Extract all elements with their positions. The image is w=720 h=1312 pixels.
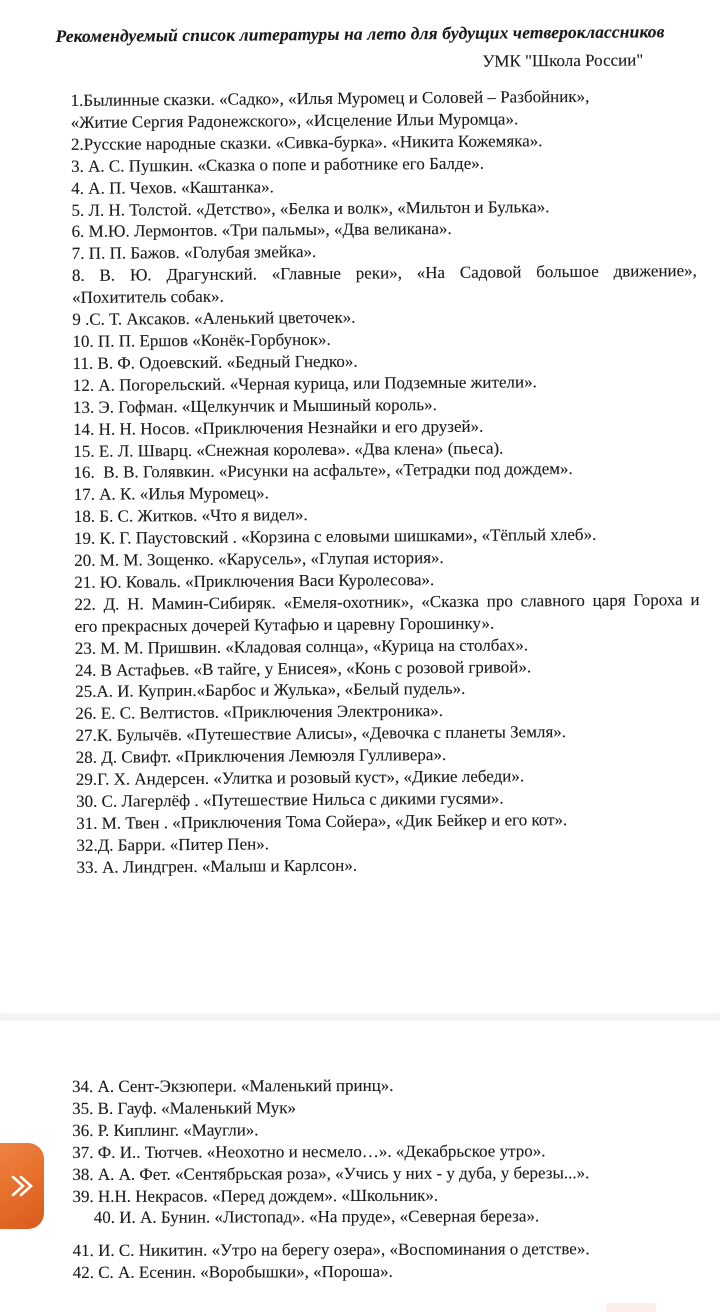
list-item: 3. А. С. Пушкин. «Сказка о попе и работнике его Балде». xyxy=(70,153,485,176)
list-item: 7. П. П. Бажов. «Голубая змейка». xyxy=(71,242,317,264)
list-item: 18. Б. С. Житков. «Что я видел». xyxy=(73,505,308,527)
document-subtitle: УМК "Школа России" xyxy=(482,50,644,71)
list-item: 20. М. М. Зощенко. «Карусель», «Глупая история». xyxy=(74,548,444,570)
reading-list-items-1-33 xyxy=(70,85,701,879)
list-item: 37. Ф. И.. Тютчев. «Неохотно и несмело…». «Декабрьское утро». xyxy=(72,1141,546,1162)
list-item: 29.Г. Х. Андерсен. «Улитка и розовый куст», «Дикие лебеди». xyxy=(75,766,525,789)
list-item: 14. Н. Н. Носов. «Приключения Незнайки и его друзей». xyxy=(73,416,484,439)
list-item: 24. В Астафьев. «В тайге, у Енисея», «Конь с розовой гривой». xyxy=(74,656,532,680)
list-item: 32.Д. Барри. «Питер Пен». xyxy=(76,834,270,855)
list-item: его прекрасных дочерей Кутафью и царевну Горошинку». xyxy=(74,613,495,636)
list-item: 10. П. П. Ершов «Конёк-Горбунок». xyxy=(72,329,331,351)
list-item: 39. Н.Н. Некрасов. «Перед дождем». «Школьник». xyxy=(72,1185,439,1206)
list-item: 40. И. А. Бунин. «Листопад». «На пруде», «Северная береза». xyxy=(72,1206,540,1228)
list-item: 8. В. Ю. Драгунский. «Главные реки», «На Садовой большое движение», xyxy=(71,261,697,286)
list-item: 5. Л. Н. Толстой. «Детство», «Белка и волк», «Мильтон и Булька». xyxy=(71,196,550,220)
list-item: 42. С. А. Есенин. «Воробышки», «Пороша». xyxy=(72,1262,393,1283)
list-item: 38. А. А. Фет. «Сентябрьская роза», «Учись у них - у дуба, у березы...». xyxy=(72,1162,590,1184)
list-item: «Похититель собак». xyxy=(72,286,224,308)
list-item: 13. Э. Гофман. «Щелкунчик и Мышиный король». xyxy=(72,394,437,417)
list-item: 12. А. Погорельский. «Черная курица, или Подземные жители». xyxy=(72,372,537,395)
list-item: 4. А. П. Чехов. «Каштанка». xyxy=(71,176,274,198)
list-item: 28. Д. Свифт. «Приключения Лемюэля Гулливера». xyxy=(75,745,447,768)
bottom-right-artifact xyxy=(606,1303,656,1312)
list-item: 1.Былинные сказки. «Садко», «Илья Муромец и Соловей – Разбойник», xyxy=(70,86,590,110)
list-item: 33. А. Линдгрен. «Малыш и Карлсон». xyxy=(76,855,358,877)
list-item: 36. Р. Киплинг. «Маугли». xyxy=(72,1120,259,1140)
list-item: 21. Ю. Коваль. «Приключения Васи Куролесова». xyxy=(74,570,435,592)
document-title: Рекомендуемый список литературы на лето для будущих четвероклассников xyxy=(55,21,665,47)
list-item: 30. С. Лагерлёф . «Путешествие Нильса с дикими гусями». xyxy=(75,788,504,811)
list-item: 17. А. К. «Илья Муромец». xyxy=(73,483,269,505)
expand-sidebar-button[interactable] xyxy=(0,1143,44,1229)
list-item: 16. В. В. Голявкин. «Рисунки на асфальте», «Тетрадки под дождем». xyxy=(73,459,573,483)
list-item: 11. В. Ф. Одоевский. «Бедный Гнедко». xyxy=(72,351,358,373)
reading-list-items-34-40 xyxy=(72,1074,705,1230)
list-item: «Житие Сергия Радонежского», «Исцеление Ильи Муромца». xyxy=(70,109,519,132)
list-item: 9 .С. Т. Аксаков. «Аленький цветочек». xyxy=(72,307,356,329)
list-item: 25.А. И. Куприн.«Барбос и Жулька», «Белый пудель». xyxy=(75,679,466,702)
list-item: 35. В. Гауф. «Маленький Мук» xyxy=(72,1098,297,1118)
list-item: 27.К. Булычёв. «Путешествие Алисы», «Девочка с планеты Земля». xyxy=(75,722,567,746)
page-separator xyxy=(0,1014,720,1020)
list-item: 22. Д. Н. Мамин-Сибиряк. «Емеля-охотник», «Сказка про славного царя Гороха и xyxy=(74,589,700,614)
double-chevron-right-icon xyxy=(6,1171,36,1201)
list-item: 15. Е. Л. Шварц. «Снежная королева». «Два клена» (пьеса). xyxy=(73,438,504,461)
list-item: 26. Е. С. Велтистов. «Приключения Электроника». xyxy=(75,701,444,724)
document-page-2 xyxy=(72,1074,705,1284)
list-item: 23. М. М. Пришвин. «Кладовая солнца», «Курица на столбах». xyxy=(74,634,529,658)
list-item: 19. К. Г. Паустовский . «Корзина с еловыми шишками», «Тёплый хлеб». xyxy=(73,524,597,549)
reading-list-items-41-42 xyxy=(73,1238,705,1284)
list-item: 6. М.Ю. Лермонтов. «Три пальмы», «Два великана». xyxy=(71,219,452,242)
list-item: 41. И. С. Никитин. «Утро на берегу озера», «Воспоминания о детстве». xyxy=(72,1239,590,1261)
list-item: 2.Русские народные сказки. «Сивка-бурка». «Никита Кожемяка». xyxy=(70,131,543,154)
list-item: 34. А. Сент-Экзюпери. «Маленький принц». xyxy=(72,1075,394,1096)
list-item: 31. М. Твен . «Приключения Тома Сойера», «Дик Бейкер и его кот». xyxy=(76,809,568,833)
